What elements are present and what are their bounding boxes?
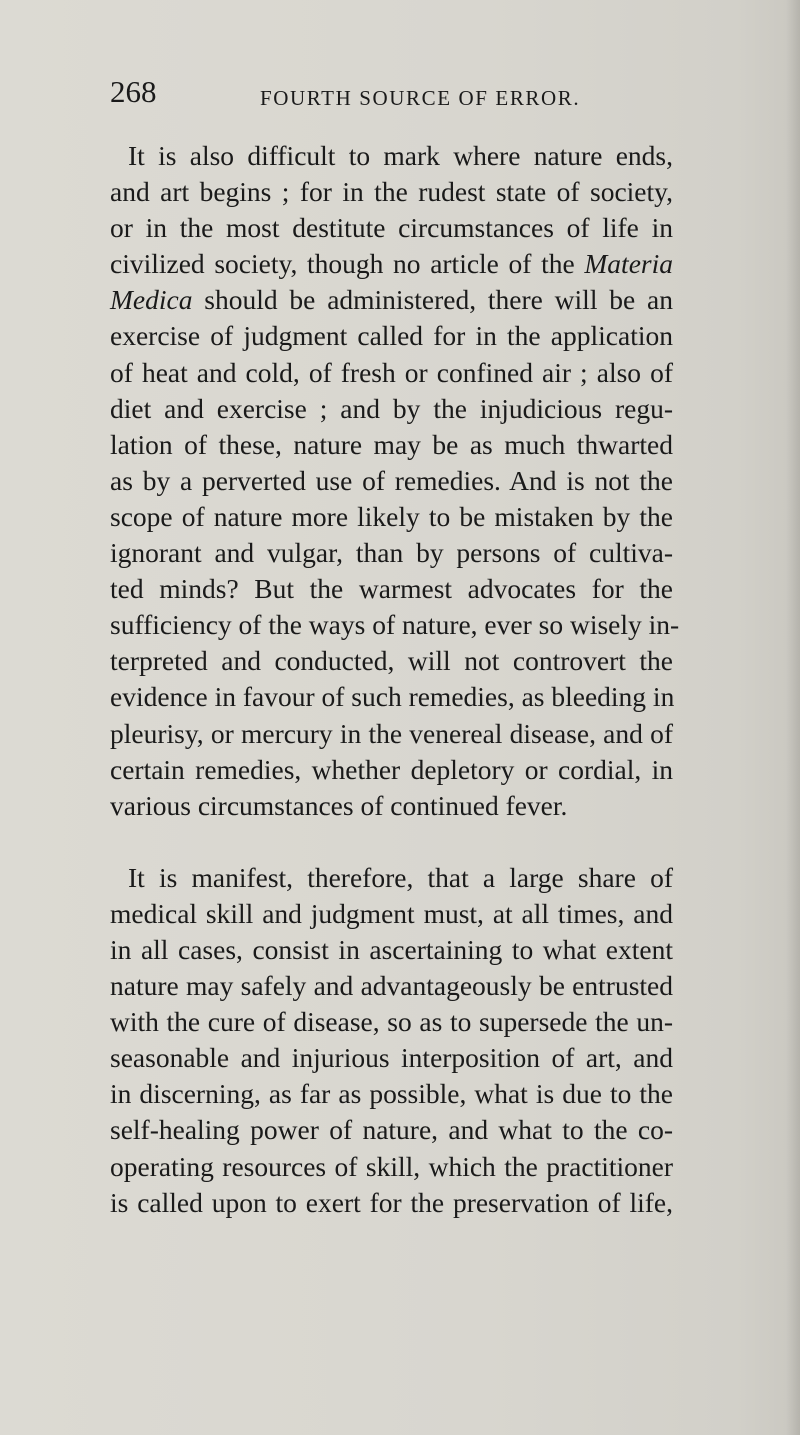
paragraph-gap — [110, 824, 673, 860]
text-line: exercise of judgment called for in the application — [110, 320, 673, 352]
text-line: sufficiency of the ways of nature, ever so wisely in- — [110, 609, 680, 641]
text-line: lation of these, nature may be as much thwarted — [110, 428, 673, 460]
text-line: as by a perverted use of remedies. And is not the — [110, 464, 673, 496]
text-line: of heat and cold, of fresh or confined air ; also of — [110, 356, 673, 388]
text-line: certain remedies, whether depletory or cordial, in — [110, 753, 673, 785]
text-line: pleurisy, or mercury in the venereal disease, and of — [110, 717, 673, 749]
paragraph-2 — [110, 860, 673, 1221]
page-edge-shadow — [786, 0, 800, 1435]
page-header — [110, 74, 670, 124]
text-line — [110, 282, 673, 318]
text-segment: civilized society, though no article of the — [110, 248, 575, 280]
italic-term: Medica — [110, 284, 193, 316]
text-line: operating resources of skill, which the practitioner — [110, 1150, 673, 1182]
text-line: in discerning, as far as possible, what is due to the — [110, 1078, 673, 1110]
text-line: evidence in favour of such remedies, as bleeding in — [110, 681, 675, 713]
text-line: medical skill and judgment must, at all times, and — [110, 897, 673, 929]
text-line: and art begins ; for in the rudest state of society, — [110, 176, 673, 208]
italic-term: Materia — [584, 248, 673, 280]
page-number: 268 — [110, 74, 157, 109]
text-line: with the cure of disease, so as to supersede the un- — [110, 1006, 673, 1038]
text-line: It is manifest, therefore, that a large share of — [128, 861, 673, 893]
text-line: ted minds? But the warmest advocates for the — [110, 573, 673, 605]
text-line — [110, 246, 673, 282]
running-head: FOURTH SOURCE OF ERROR. — [260, 86, 581, 110]
text-line: seasonable and injurious interposition of art, and — [110, 1042, 673, 1074]
text-line: or in the most destitute circumstances of life in — [110, 212, 673, 244]
text-line: diet and exercise ; and by the injudicious regu- — [110, 392, 673, 424]
text-line: terpreted and conducted, will not controvert the — [110, 645, 673, 677]
body-text — [110, 138, 680, 1221]
text-line: It is also difficult to mark where nature ends, — [128, 140, 673, 171]
text-line: nature may safely and advantageously be entrusted — [110, 970, 673, 1002]
text-line: various circumstances of continued fever. — [110, 789, 568, 821]
text-line: ignorant and vulgar, than by persons of cultiva- — [110, 537, 673, 569]
text-line: is called upon to exert for the preservation of life, — [110, 1186, 673, 1218]
text-line: in all cases, consist in ascertaining to what extent — [110, 933, 673, 965]
text-line: self-healing power of nature, and what to the co- — [110, 1114, 673, 1146]
paragraph-1 — [110, 138, 680, 824]
text-segment: should be administered, there will be an — [204, 284, 673, 316]
text-line: scope of nature more likely to be mistaken by the — [110, 500, 673, 532]
